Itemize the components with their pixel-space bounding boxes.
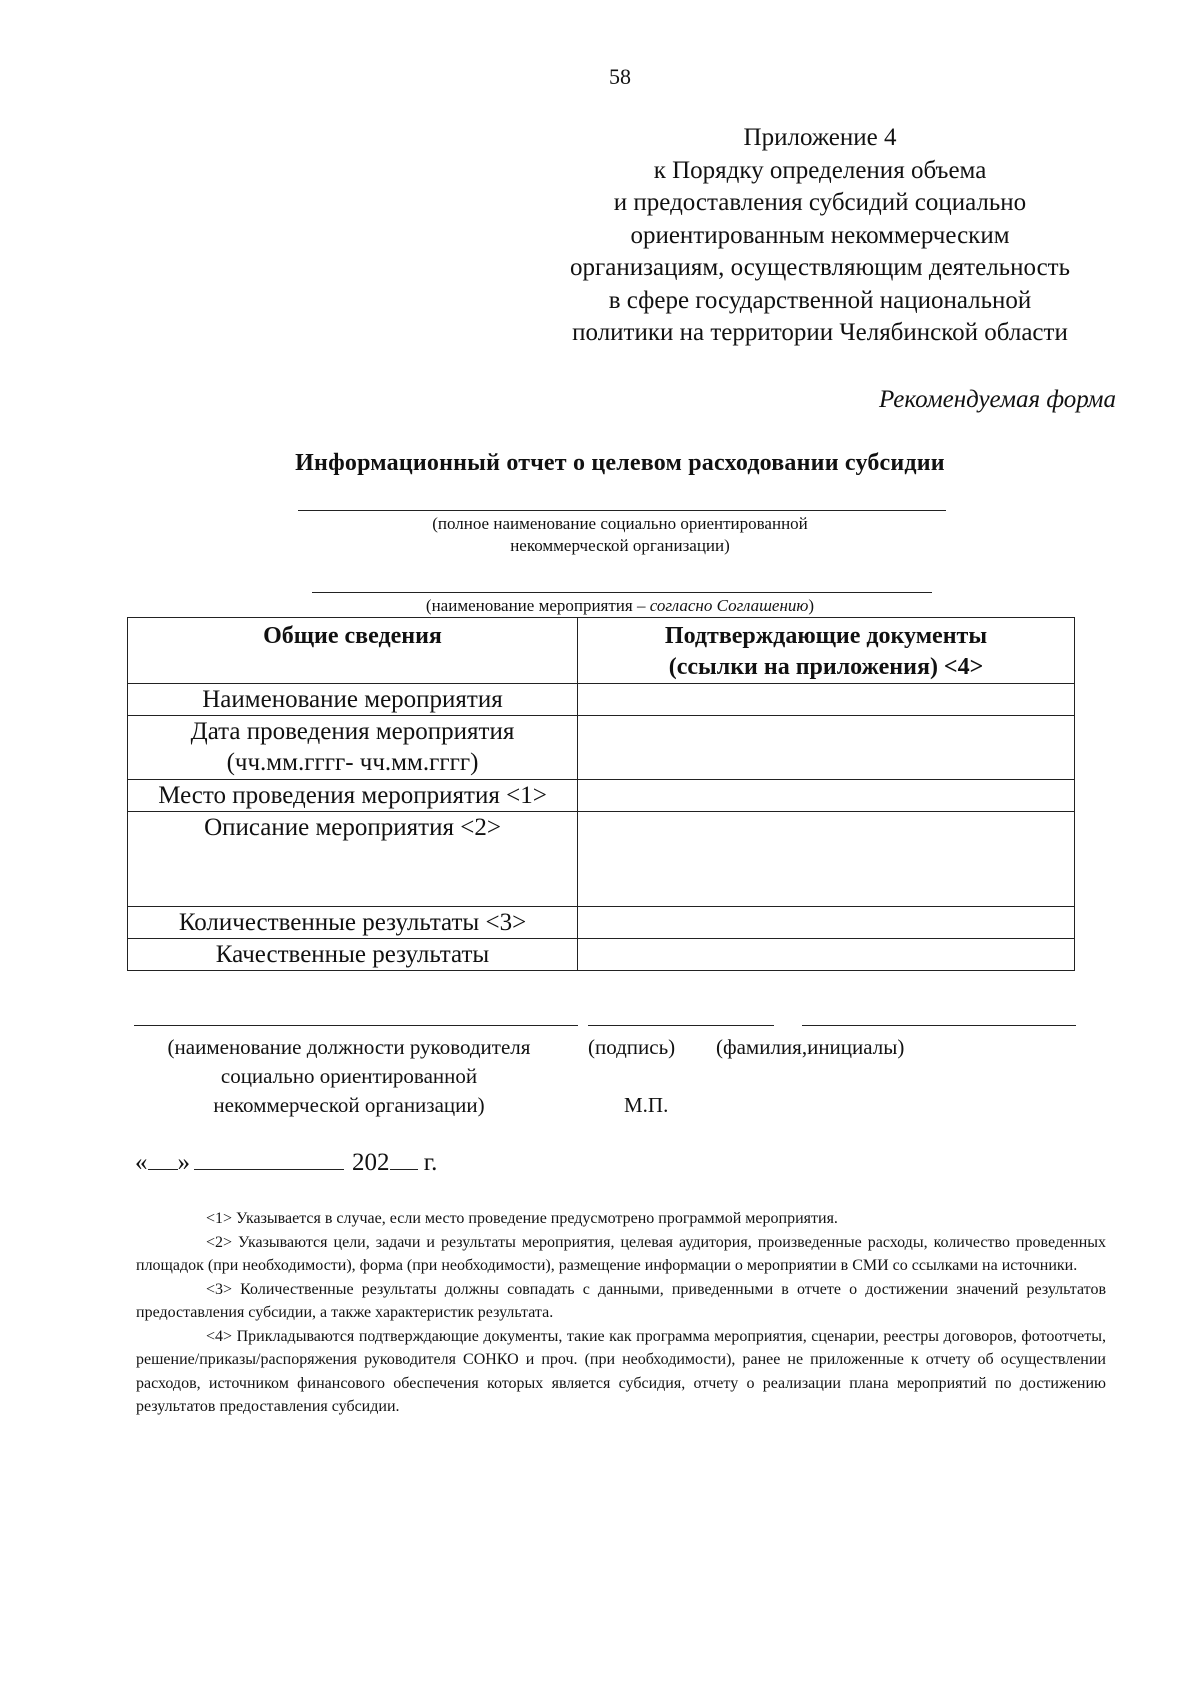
appendix-line: ориентированным некоммерческим <box>630 221 1010 249</box>
header-supporting-docs-line: (ссылки на приложения) <4> <box>668 654 984 680</box>
header-supporting-docs <box>578 618 1075 684</box>
position-caption-line: (наименование должности руководителя <box>167 1035 531 1059</box>
footnotes <box>136 1207 1106 1419</box>
appendix-line: в сфере государственной национальной <box>608 286 1032 314</box>
event-name-fill-line[interactable] <box>312 592 932 593</box>
year-suffix: г. <box>417 1149 438 1176</box>
footnote: <4> Прикладываются подтверждающие документы, такие как программа мероприятия, сценарии, реестры договоров, фотоотчеты, решение/приказы/распоряжения руководителя СОНКО и проч. (при необходимости), ранее не приложенные к отчету об осуществлении расходов, источником финансового обеспечения которых является субсидия, отчету о реализации плана мероприятий по достижению результатов предоставления субсидии. <box>136 1327 1106 1415</box>
row-value-event-description[interactable] <box>578 812 1075 907</box>
footnote: <3> Количественные результаты должны совпадать с данными, приведенными в отчете о достижении значений результатов предоставления субсидии, а также характеристик результата. <box>136 1280 1106 1321</box>
row-value-event-date[interactable] <box>578 716 1075 780</box>
row-label-line: (чч.мм.гггг- чч.мм.гггг) <box>226 749 479 776</box>
event-caption-italic: согласно Соглашению <box>649 596 809 615</box>
signature-caption: (подпись) <box>588 1035 676 1059</box>
appendix-reference <box>520 122 1120 350</box>
position-caption-line: социально ориентированной <box>220 1064 478 1088</box>
footnote: <1> Указывается в случае, если место проведение предусмотрено программой мероприятия. <box>206 1210 838 1227</box>
appendix-line: Приложение 4 <box>743 124 897 151</box>
header-general-info: Общие сведения <box>128 618 578 684</box>
org-caption-line: некоммерческой организации) <box>510 536 730 555</box>
appendix-line: политики на территории Челябинской области <box>572 319 1068 346</box>
row-label-event-place: Место проведения мероприятия <1> <box>128 780 578 812</box>
month-fill-line[interactable] <box>194 1149 344 1170</box>
year-fill-line[interactable] <box>390 1149 418 1170</box>
document-title: Информационный отчет о целевом расходовании субсидии <box>295 450 945 476</box>
position-caption-line: некоммерческой организации) <box>213 1093 485 1117</box>
name-fill-line[interactable] <box>802 1025 1076 1026</box>
appendix-line: к Порядку определения объема <box>653 156 987 184</box>
row-value-quantitative-results[interactable] <box>578 907 1075 939</box>
year-prefix: 202 <box>352 1149 390 1176</box>
event-caption-prefix: (наименование мероприятия – <box>425 596 650 615</box>
date-open-quote: « <box>135 1149 148 1176</box>
appendix-line: организациям, осуществляющим деятельность <box>570 254 1070 281</box>
date-line <box>135 1149 437 1177</box>
position-caption <box>134 1033 564 1120</box>
row-label-qualitative-results: Качественные результаты <box>128 939 578 971</box>
signature-fill-line[interactable] <box>588 1025 774 1026</box>
row-label-event-date <box>128 716 578 780</box>
row-label-event-description: Описание мероприятия <2> <box>128 812 578 907</box>
org-name-fill-line[interactable] <box>298 510 946 511</box>
event-name-caption <box>300 595 940 617</box>
day-fill-line[interactable] <box>148 1149 178 1170</box>
recommended-form-label: Рекомендуемая форма <box>878 386 1116 413</box>
row-label-line: Дата проведения мероприятия <box>190 718 515 745</box>
org-name-caption <box>300 513 940 557</box>
name-caption: (фамилия,инициалы) <box>716 1035 905 1059</box>
position-fill-line[interactable] <box>134 1025 578 1026</box>
row-label-event-name: Наименование мероприятия <box>128 684 578 716</box>
footnote: <2> Указываются цели, задачи и результаты мероприятия, целевая аудитория, произведенные расходы, количество проведенных площадок (при необходимости), форма (при необходимости), размещение информации о мероприятии в СМИ со ссылками на источники. <box>136 1233 1106 1274</box>
event-caption-suffix: ) <box>808 596 815 615</box>
header-supporting-docs-line: Подтверждающие документы <box>664 623 988 649</box>
info-table <box>127 617 1075 971</box>
org-caption-line: (полное наименование социально ориентированной <box>432 514 808 533</box>
date-close-quote: » <box>177 1149 190 1176</box>
page-number: 58 <box>609 64 631 89</box>
seal-label: М.П. <box>624 1093 669 1117</box>
row-value-event-name[interactable] <box>578 684 1075 716</box>
appendix-line: и предоставления субсидий социально <box>613 189 1027 216</box>
row-value-qualitative-results[interactable] <box>578 939 1075 971</box>
row-label-quantitative-results: Количественные результаты <3> <box>128 907 578 939</box>
row-value-event-place[interactable] <box>578 780 1075 812</box>
